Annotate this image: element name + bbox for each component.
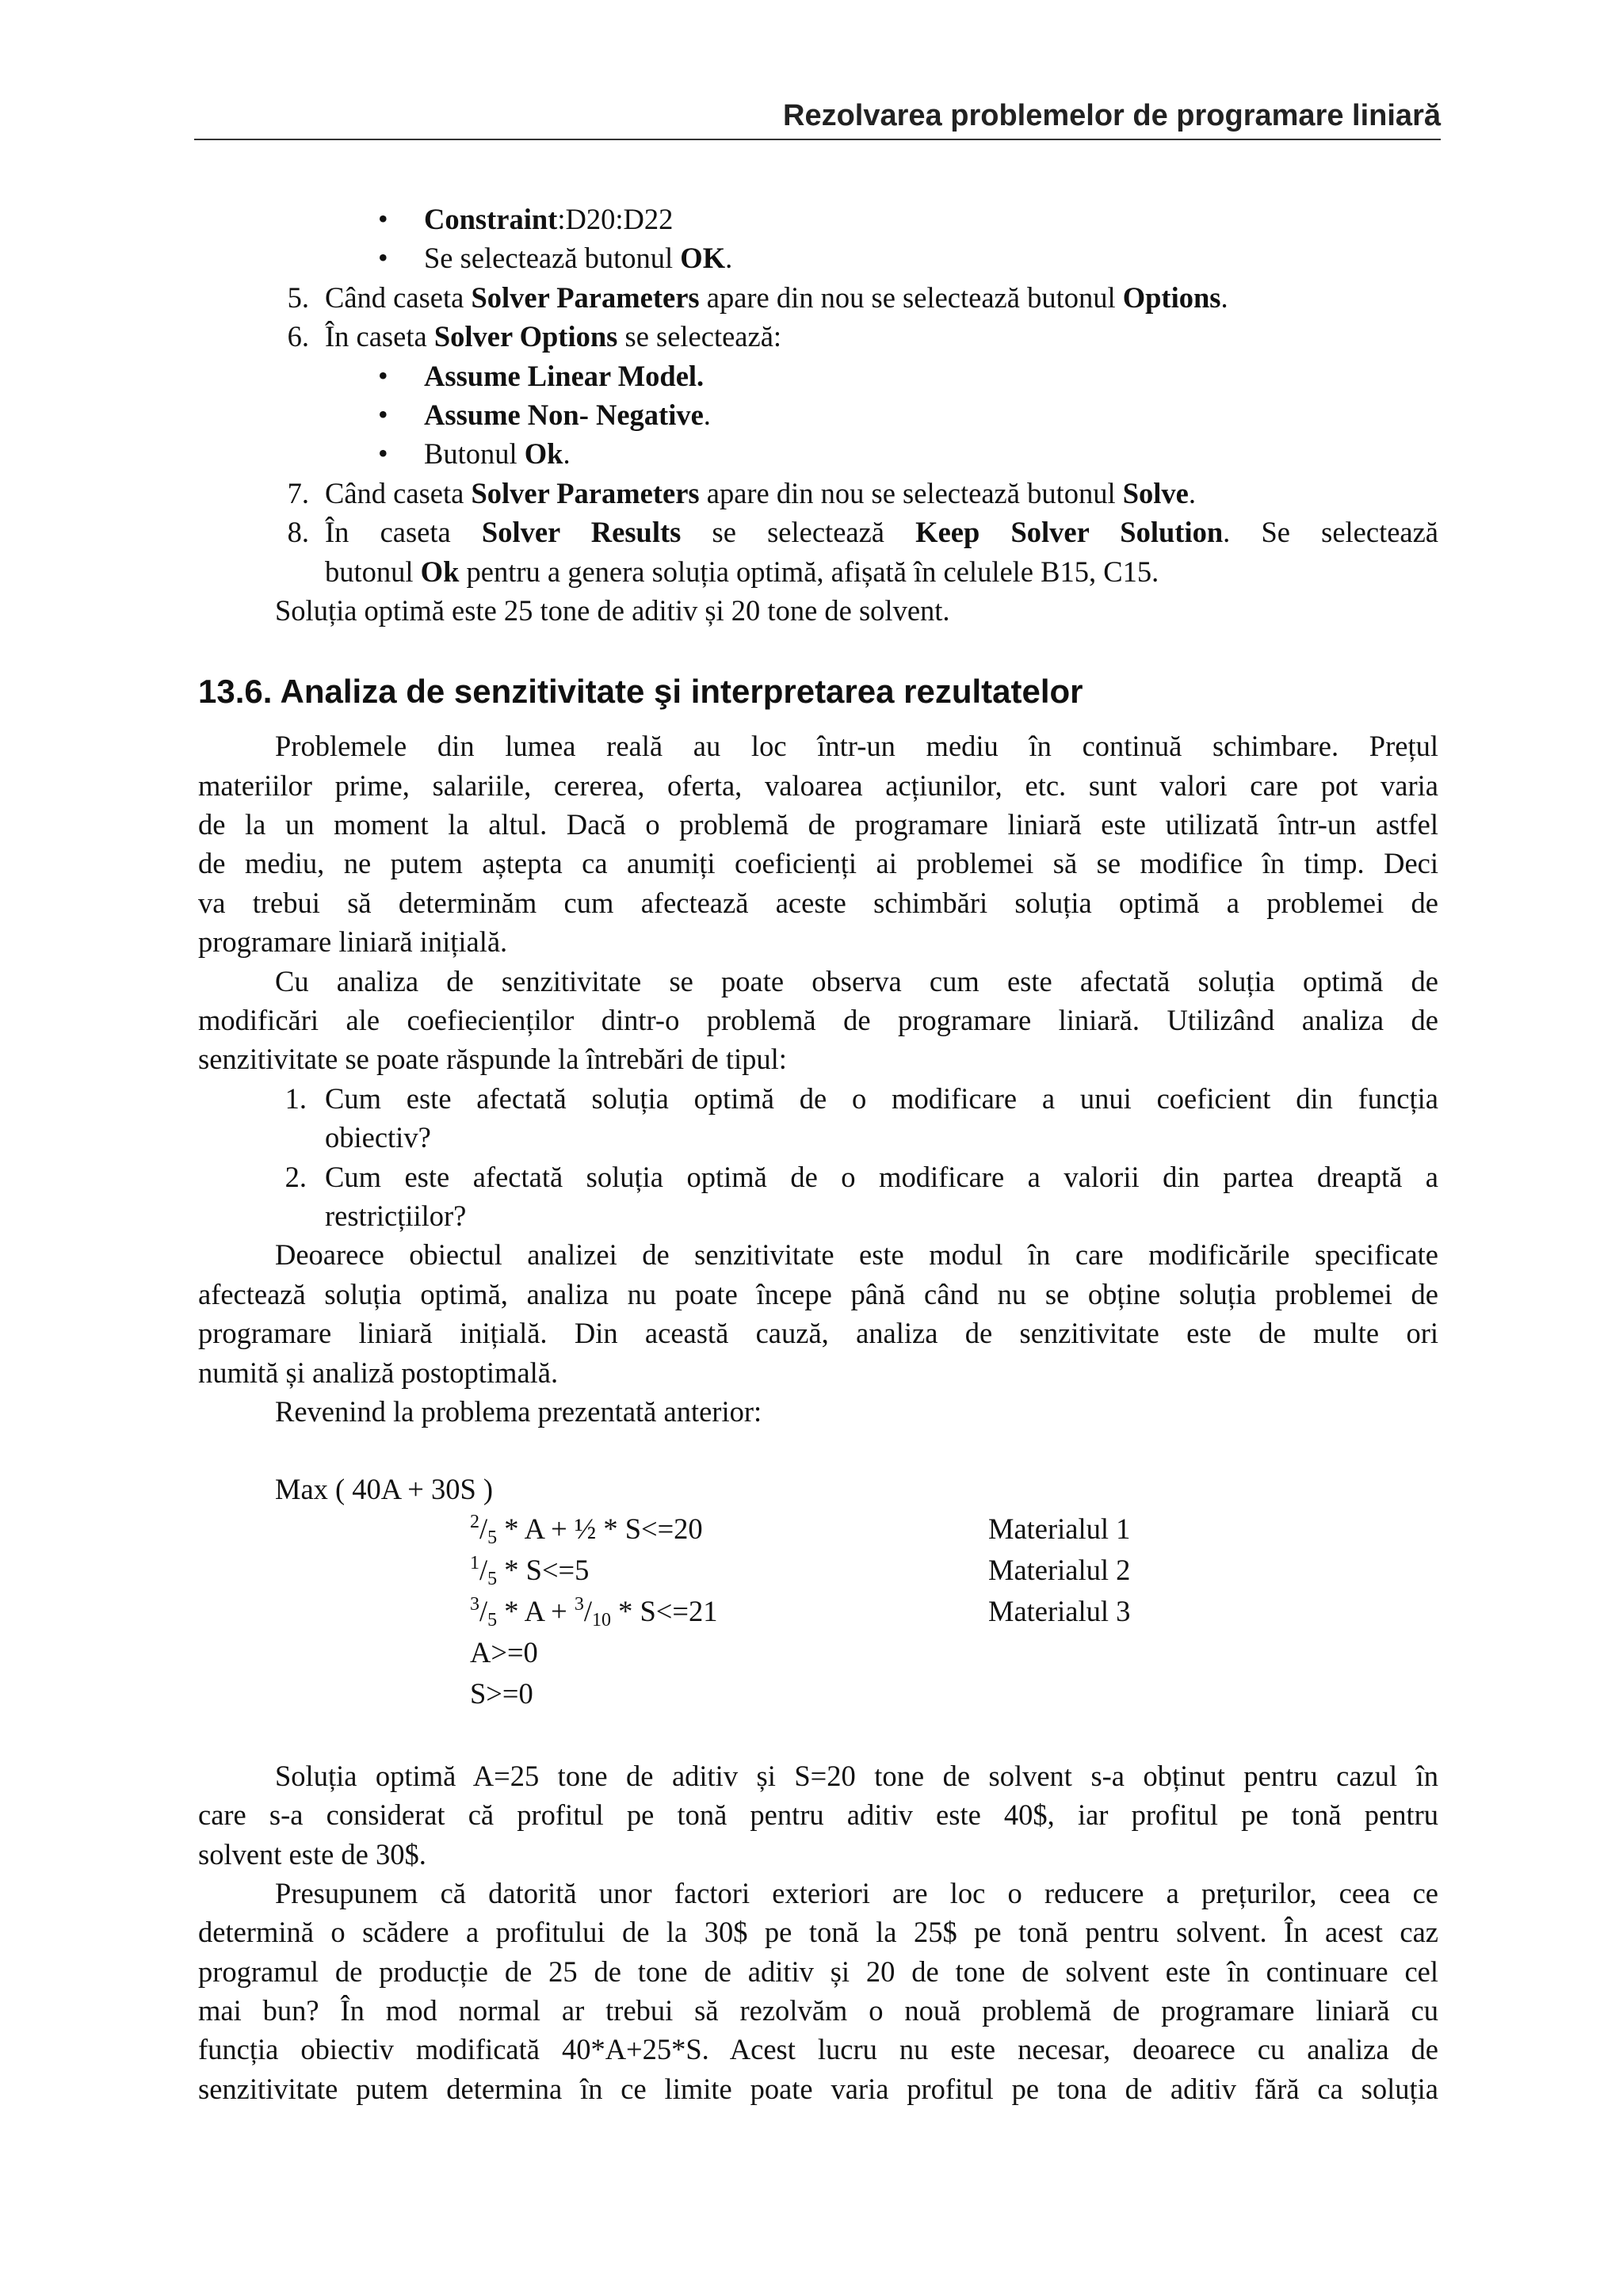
text: apare din nou se selectează butonul	[699, 476, 1123, 509]
bullet-linear-model	[198, 357, 1438, 395]
text: :D20:D22	[557, 203, 674, 235]
question-text: Cum este afectată soluția optimă de o modificare a unui coeficient din funcția	[325, 1081, 1438, 1115]
step-number: 6.	[287, 320, 309, 353]
paragraph-line: mai bun? În mod normal ar trebui să rezolvăm o nouă problemă de programare liniară cu	[198, 1994, 1438, 2027]
constraint-label: Materialul 1	[988, 1512, 1131, 1545]
bold-text: Ok	[524, 437, 563, 471]
question-1-continued	[198, 1118, 1438, 1157]
paragraph-line: determină o scădere a profitului de la 30$ pe tonă la 25$ pe tonă pentru solvent. În acest caz	[198, 1916, 1438, 1949]
paragraph-line: modificări ale coefiecienților dintr-o problemă de programare liniară. Utilizând analiza de	[198, 1004, 1438, 1037]
paragraph-4: Revenind la problema prezentată anterior:	[275, 1394, 762, 1428]
bold-text: Options	[1122, 280, 1221, 314]
paragraph-line: Problemele din lumea reală au loc într-un mediu în continuă schimbare. Prețul	[275, 730, 1438, 763]
bullet-dot: •	[378, 242, 388, 274]
paragraph-line: Deoarece obiectul analizei de senzitivitate este modul în care modificările specificate	[275, 1238, 1438, 1272]
constraint-2	[198, 1550, 1438, 1592]
text: În caseta	[325, 516, 482, 549]
paragraph-line: numită și analiză postoptimală.	[198, 1356, 559, 1389]
bold-text: Constraint	[424, 203, 558, 235]
paragraph-line: de la un moment la altul. Dacă o problemă de programare liniară este utilizată într-un astfel	[198, 808, 1438, 841]
constraint-label: Materialul 2	[988, 1553, 1131, 1586]
paragraph-line: care s-a considerat că profitul pe tonă pentru aditiv este 40$, iar profitul pe tonă pentru	[198, 1798, 1438, 1832]
paragraph-line: solvent este de 30$.	[198, 1837, 426, 1871]
bold-text: Solver Parameters	[471, 476, 700, 509]
section-heading: 13.6. Analiza de senzitivitate şi interpretarea rezultatelor	[198, 673, 1083, 711]
text: .	[725, 242, 733, 275]
text: Când caseta	[325, 476, 472, 509]
paragraph-5	[198, 1756, 1438, 1874]
step-number: 5.	[287, 280, 309, 314]
bullet-dot: •	[378, 359, 388, 391]
question-text: restricțiilor?	[325, 1199, 467, 1232]
text: pentru a genera soluția optimă, afișată în celulele B15, C15.	[459, 555, 1159, 588]
step-8-continued	[198, 552, 1438, 591]
header-rule	[194, 139, 1441, 140]
paragraph-line: programare liniară inițială.	[198, 925, 508, 959]
bullet-button-ok	[198, 434, 1438, 473]
text: Când caseta	[325, 280, 472, 314]
paragraph-line: programare liniară inițială. Din această cauză, analiza de senzitivitate este de multe ori	[198, 1317, 1438, 1350]
constraint-expression: $^3/_5 * A + ^3/_{10} * S<=21$	[470, 1593, 718, 1630]
paragraph-line: Cu analiza de senzitivitate se poate observa cum este afectată soluția optimă de	[275, 964, 1438, 997]
text: butonul	[325, 555, 421, 588]
step-5	[198, 278, 1438, 317]
text: Se selectează butonul	[424, 242, 681, 275]
page-body	[198, 200, 1438, 2108]
paragraph-line: de mediu, ne putem aștepta ca anumiți coeficienți ai problemei să se modifice în timp. Deci	[198, 847, 1438, 880]
step-7	[198, 474, 1438, 513]
spacer	[198, 1431, 1438, 1470]
constraint-4	[198, 1633, 1438, 1674]
paragraph-line: programul de producție de 25 de tone de aditiv și 20 de tone de solvent este în continuare cel	[198, 1955, 1438, 1988]
question-number: 2.	[285, 1160, 307, 1193]
constraint-label: Materialul 3	[988, 1594, 1131, 1627]
text: apare din nou se selectează butonul	[699, 280, 1123, 314]
paragraph-1	[198, 727, 1438, 961]
constraint-1	[198, 1509, 1438, 1550]
bold-text: Assume Linear Model.	[424, 359, 705, 392]
bold-text: Solver Options	[433, 320, 618, 353]
question-2	[198, 1158, 1438, 1196]
objective-function: Max ( 40A + 30S )	[275, 1473, 494, 1506]
bold-text: Solve	[1122, 476, 1189, 509]
bullet-ok	[198, 238, 1438, 277]
paragraph-line: senzitivitate putem determina în ce limite poate varia profitul pe tona de aditiv fără ca soluția	[198, 2072, 1438, 2105]
constraint-expression: S>=0	[470, 1676, 533, 1710]
question-1	[198, 1079, 1438, 1118]
question-2-continued	[198, 1196, 1438, 1235]
bullet-dot: •	[378, 203, 388, 235]
bold-text: Solver Results	[481, 516, 682, 549]
bold-text: Ok	[420, 555, 460, 588]
paragraph-line: va trebui să determinăm cum afectează aceste schimbări soluția optimă a problemei de	[198, 886, 1438, 919]
question-number: 1.	[285, 1081, 307, 1115]
solution-line: Soluția optimă este 25 tone de aditiv și 20 tone de solvent.	[275, 593, 950, 627]
bullet-non-negative	[198, 395, 1438, 434]
question-text: obiectiv?	[325, 1121, 431, 1154]
text: se selectează:	[617, 320, 782, 353]
text: În caseta	[325, 320, 434, 353]
paragraph-line: funcția obiectiv modificată 40*A+25*S. Acest lucru nu este necesar, deoarece cu analiza de	[198, 2033, 1438, 2066]
paragraph-line: Soluția optimă A=25 tone de aditiv și S=20 tone de solvent s-a obținut pentru cazul în	[275, 1759, 1438, 1792]
question-text: Cum este afectată soluția optimă de o modificare a valorii din partea dreaptă a	[325, 1160, 1438, 1193]
bold-text: Assume Non- Negative	[424, 398, 704, 431]
constraint-expression: A>=0	[470, 1635, 538, 1669]
paragraph-line: senzitivitate se poate răspunde la întrebări de tipul:	[198, 1043, 787, 1076]
bold-text: Solver Parameters	[471, 280, 700, 314]
constraint-5	[198, 1674, 1438, 1715]
paragraph-6	[198, 1874, 1438, 2108]
paragraph-line: afectează soluția optimă, analiza nu poate începe până când nu se obține soluția problemei de	[198, 1277, 1438, 1310]
running-header: Rezolvarea problemelor de programare liniară	[783, 99, 1441, 132]
step-8	[198, 513, 1438, 551]
text: .	[1220, 280, 1228, 314]
bold-text: OK	[680, 242, 726, 275]
constraint-expression: $^2/_5$ * A + ½ * S<=20	[470, 1511, 703, 1548]
bold-text: Keep Solver Solution	[915, 516, 1224, 549]
text: se selectează	[681, 516, 916, 549]
bullet-dot: •	[378, 398, 388, 430]
bullet-dot: •	[378, 437, 388, 470]
step-number: 7.	[287, 476, 309, 509]
text: Butonul	[424, 437, 525, 471]
constraint-3	[198, 1592, 1438, 1633]
constraint-expression: $^1/_5 * S<=5$	[470, 1552, 590, 1589]
text: .	[1188, 476, 1197, 509]
step-number: 8.	[287, 516, 309, 549]
step-6	[198, 317, 1438, 356]
section-heading-wrapper	[198, 630, 1438, 727]
paragraph-line: materiilor prime, salariile, cererea, oferta, valoarea acțiunilor, etc. sunt valori care pot varia	[198, 769, 1438, 802]
paragraph-2	[198, 962, 1438, 1079]
bullet-constraint	[198, 200, 1438, 238]
text: .	[563, 437, 571, 471]
spacer	[198, 1715, 1438, 1756]
text: . Se selectează	[1223, 516, 1439, 549]
paragraph-line: Presupunem că datorită unor factori exteriori are loc o reducere a prețurilor, ceea ce	[275, 1876, 1438, 1909]
paragraph-3	[198, 1235, 1438, 1392]
text: .	[703, 398, 711, 431]
